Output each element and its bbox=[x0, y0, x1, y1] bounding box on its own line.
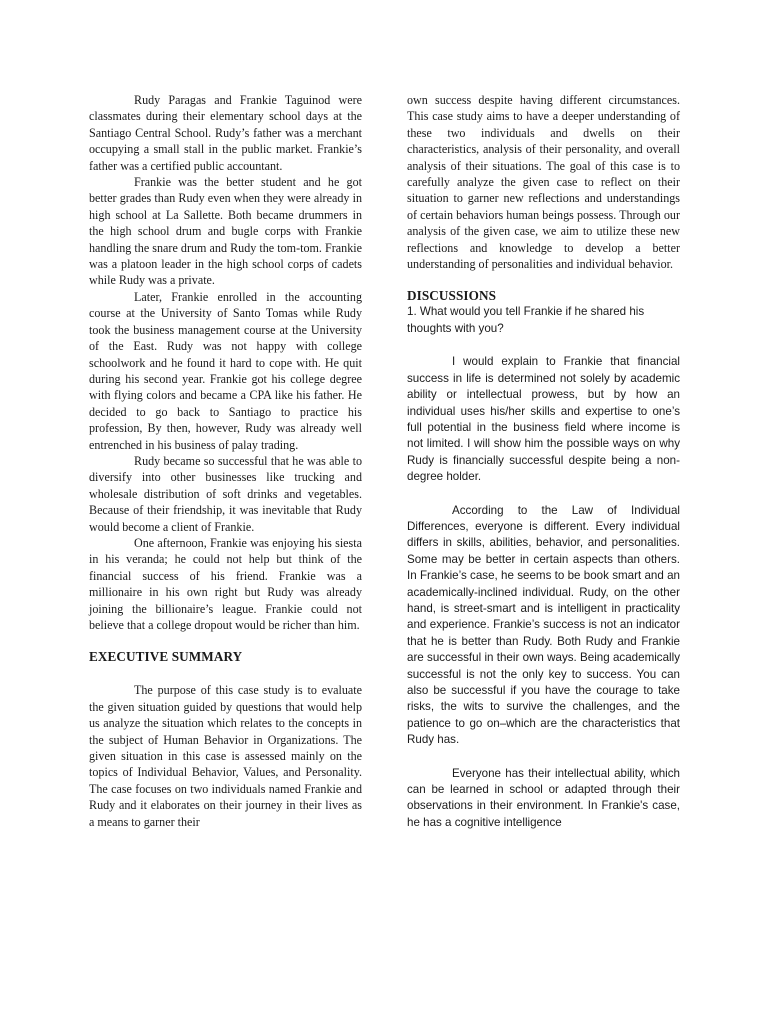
story-paragraph: Later, Frankie enrolled in the accounting course at the University of Santo Tomas while Rudy took the business management course at the University of the East. Rudy was not happy with college schoolwork and he found it hard to cope with. He quit during his second year. Frankie got his college degree with flying colors and became a CPA like his father. He decided to go back to Santiago to practice his profession, By then, however, Rudy was already well entrenched in his business of palay trading. bbox=[89, 289, 362, 452]
executive-summary-paragraph: The purpose of this case study is to evaluate the given situation guided by questions that would help us analyze the situation which relates to the concepts in the subject of Human Behavior in Organizations. The given situation in this case is assessed mainly on the topics of Individual Behavior, Values, and Personality. The case focuses on two individuals named Frankie and Rudy and it elaborates on their journey in their lives as a means to garner their bbox=[89, 683, 362, 829]
story-paragraph: Rudy Paragas and Frankie Taguinod were classmates during their elementary school days at the Santiago Central School. Rudy’s father was a merchant occupying a small stall in the public market. Frankie’s father was a certified public accountant. bbox=[89, 93, 362, 173]
question-1: 1. What would you tell Frankie if he shared his thoughts with you? bbox=[407, 305, 645, 335]
story-paragraph: Frankie was the better student and he got better grades than Rudy even when they were already in high school at La Sallette. Both became drummers in the high school drum and bugle corps with Frankie handling the snare drum and Rudy the tom-tom. Frankie was a platoon leader in the high school corps of cadets while Rudy was a private. bbox=[89, 175, 362, 288]
executive-summary-continued: own success despite having different circumstances. This case study aims to have a deeper understanding of these two individuals and dwells on their characteristics, analysis of their personality, and overall analysis of their situations. The goal of this case is to carefully analyze the given case to reflect on their situation to garner new reflections and understandings of certain behaviors human beings possess. Through our analysis of the given case, we aim to utilize these new reflections and knowledge to develop a better understanding of personalities and individual behavior. bbox=[407, 93, 680, 272]
story-paragraph: Rudy became so successful that he was able to diversify into other businesses like trucking and wholesale distribution of soft drinks and vegetables. Because of their friendship, it was inevitable that Rudy would become a client of Frankie. bbox=[89, 453, 362, 534]
story-paragraph: One afternoon, Frankie was enjoying his siesta in his veranda; he could not help but think of the financial success of his friend. Frankie was a millionaire in his own right but Rudy was already joining the billionaire’s league. Frankie could not believe that a college dropout would be richer than him. bbox=[89, 535, 362, 632]
left-column bbox=[89, 92, 362, 830]
executive-summary-heading: EXECUTIVE SUMMARY bbox=[89, 649, 243, 665]
right-column bbox=[407, 92, 680, 831]
answer-paragraph: I would explain to Frankie that financial success in life is determined not solely by academic ability or intellectual prowess, but by how an individual uses his/her skills and expertise to one’s full potential in the business field where income is not limited. I will show him the possible ways on why Rudy is financially successful despite being a non-degree holder. bbox=[407, 355, 680, 484]
answer-paragraph: According to the Law of Individual Differences, everyone is different. Every individual differs in skills, abilities, behavior, and personalities. Some may be better in certain aspects than others. In Frankie’s case, he seems to be book smart and an academically-inclined individual. Rudy, on the other hand, is street-smart and is intelligent in practicality and experience. Frankie’s success is not an indicator that he is better than Rudy. Both Rudy and Frankie are successful in their own ways. Being academically successful is not the only key to success. You can also be successful if you have the courage to take risks, the wits to survive the challenges, and the patience to go on–which are the characteristics that Rudy has. bbox=[407, 503, 680, 747]
answer-paragraph: Everyone has their intellectual ability, which can be learned in school or adapted through their observations in their environment. In Frankie's case, he has a cognitive intelligence bbox=[407, 766, 680, 829]
discussions-heading: DISCUSSIONS bbox=[407, 288, 497, 304]
